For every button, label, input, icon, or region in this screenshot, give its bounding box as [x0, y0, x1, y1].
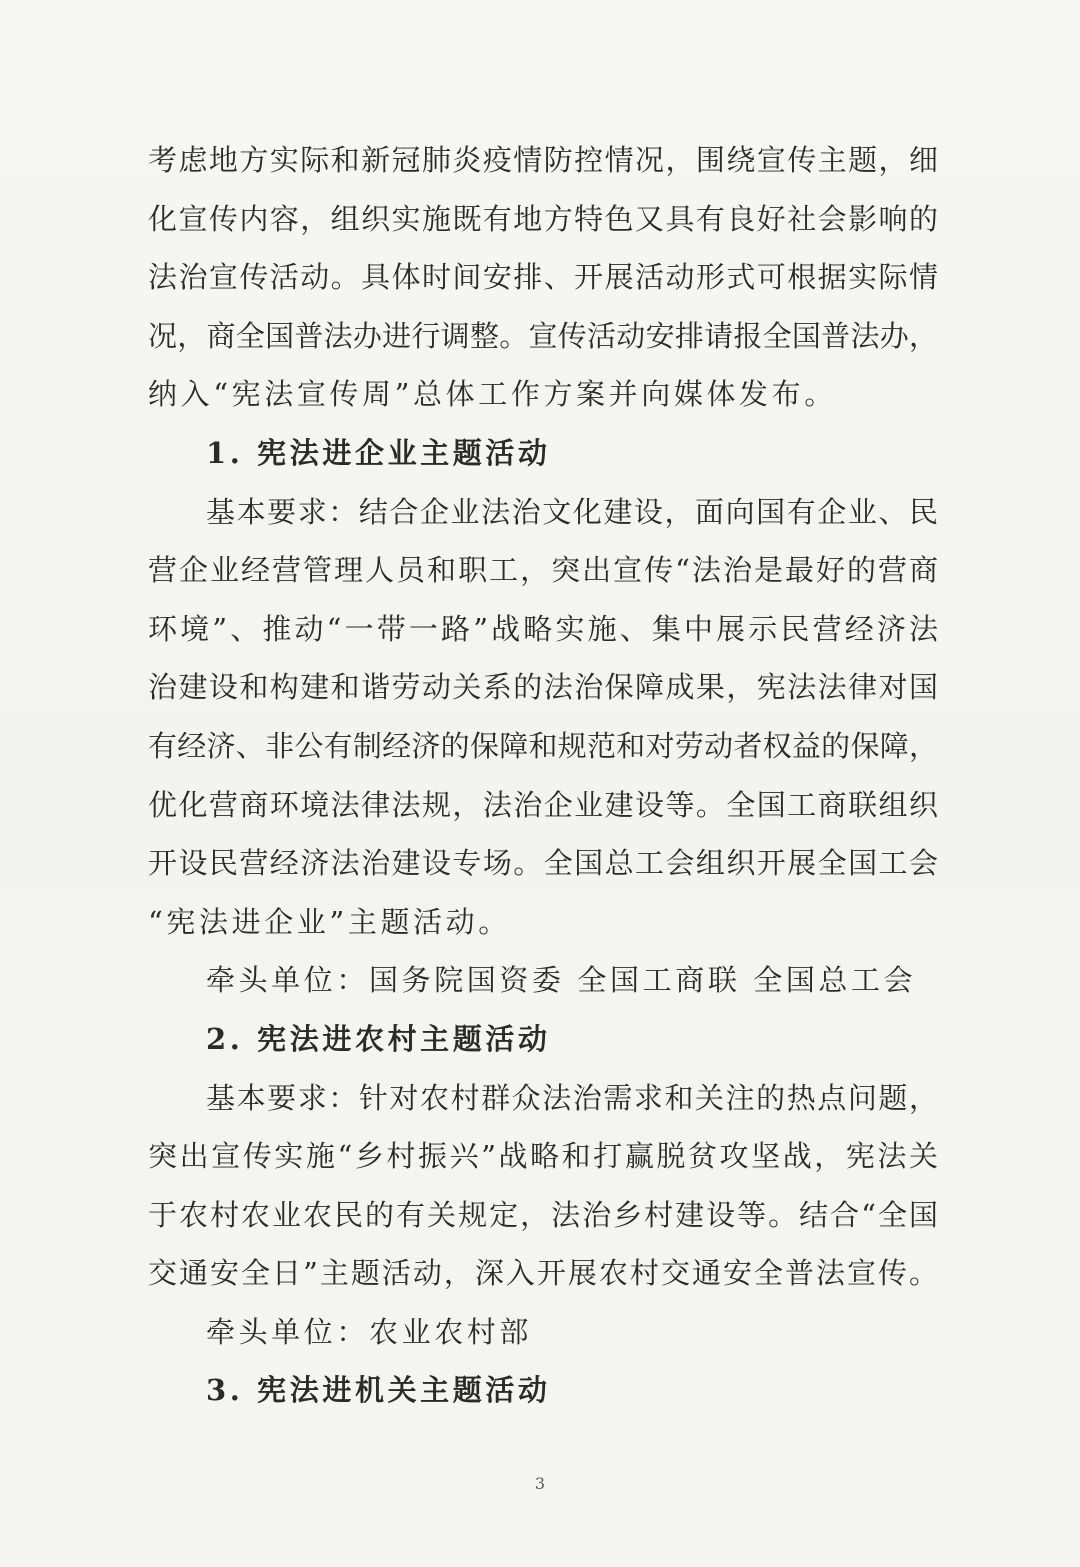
requirements-paragraph-start: 基本要求：结合企业法治文化建设，面向国有企业、民 — [206, 494, 938, 529]
body-line: 于农村农业农民的有关规定，法治乡村建设等。结合“全国 — [148, 1197, 938, 1232]
section-heading-enterprise: 1. 宪法进企业主题活动 — [206, 435, 551, 470]
body-line: 有经济、非公有制经济的保障和规范和对劳动者权益的保障， — [148, 728, 938, 763]
body-line: 法治宣传活动。具体时间安排、开展活动形式可根据实际情 — [148, 260, 938, 295]
body-line: 纳入“宪法宣传周”总体工作方案并向媒体发布。 — [148, 377, 837, 412]
body-line: 况，商全国普法办进行调整。宣传活动安排请报全国普法办， — [148, 318, 938, 353]
body-line: 突出宣传实施“乡村振兴”战略和打赢脱贫攻坚战，宪法关 — [148, 1139, 938, 1174]
body-line: 考虑地方实际和新冠肺炎疫情防控情况，围绕宣传主题，细 — [148, 143, 938, 177]
body-line: 治建设和构建和谐劳动关系的法治保障成果，宪法法律对国 — [148, 670, 938, 705]
body-line: 交通安全日”主题活动，深入开展农村交通安全普法宣传。 — [148, 1256, 938, 1291]
lead-unit-line: 牵头单位：国务院国资委 全国工商联 全国总工会 — [206, 963, 917, 998]
body-line: 开设民营经济法治建设专场。全国总工会组织开展全国工会 — [148, 846, 938, 881]
body-line: 环境”、推动“一带一路”战略实施、集中展示民营经济法 — [148, 611, 938, 646]
body-line: 化宣传内容，组织实施既有地方特色又具有良好社会影响的 — [148, 201, 938, 236]
requirements-paragraph-start: 基本要求：针对农村群众法治需求和关注的热点问题， — [206, 1080, 938, 1115]
page-number: 3 — [534, 1474, 546, 1493]
document-body — [148, 131, 938, 1420]
lead-unit-line: 牵头单位：农业农村部 — [206, 1314, 533, 1349]
body-line: 营企业经营管理人员和职工，突出宣传“法治是最好的营商 — [148, 553, 938, 588]
section-heading-rural: 2. 宪法进农村主题活动 — [206, 1021, 551, 1056]
body-line: 优化营商环境法律法规，法治企业建设等。全国工商联组织 — [148, 787, 938, 822]
body-line: “宪法进企业”主题活动。 — [148, 904, 511, 939]
section-heading-government: 3. 宪法进机关主题活动 — [206, 1373, 551, 1408]
